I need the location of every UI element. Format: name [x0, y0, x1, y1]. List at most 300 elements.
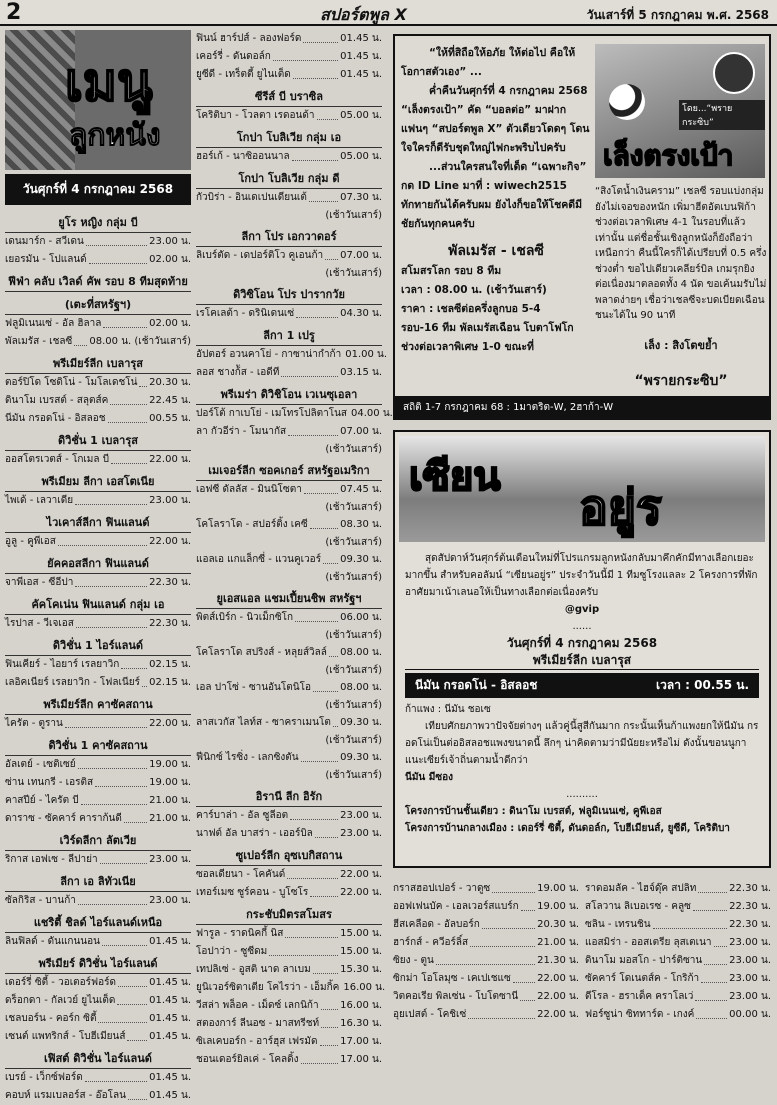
leader-dots — [323, 551, 338, 564]
match-row — [393, 1006, 579, 1024]
match-time: 05.00 น. — [340, 110, 382, 121]
match-teams: ซัคคาร์ โดเนตส์ค - โกริก้า — [585, 973, 700, 984]
match-row — [5, 810, 191, 828]
match-teams: ออสโตรเวตส์ - โกเมล บี — [5, 454, 110, 465]
match-row — [5, 374, 191, 392]
match-teams: ไพเด้ - เลวาเดีย — [5, 495, 74, 506]
author-avatar — [713, 52, 755, 94]
leader-dots — [321, 1015, 338, 1028]
intro-text: สุดสัปดาห์วันศุกร์ต้นเดือนใหม่ที่โปรแกรมลูกหนังกลับมาคึกคักมีทางเลือกเยอะมากขึ้น สำหรับคอลัมน์ “เซียนอยู่ร” ประจำวันนี้มี 1 ทีมซูโรงแลละ 2 โครงการที่พักอาศัยมาเน้าเลนอให้เป็นทางเลือกต่อเนื่องครับ — [405, 553, 758, 598]
match-time: 01.45 น. — [149, 977, 191, 988]
league-heading: ยูเอสแอล แชมเปี้ยนชิพ สหรัฐฯ — [196, 587, 382, 609]
match-teams: อัลเตย์ - เซติเซย์ — [5, 759, 76, 770]
league-heading: เฟิสต์ ดิวิชั่น ไอร์แลนด์ — [5, 1047, 191, 1069]
leader-dots — [320, 1033, 339, 1046]
match-teams: พัลเมรัส - เชลซี — [5, 336, 73, 347]
match-time: 22.00 น. — [537, 1009, 579, 1020]
leader-dots — [301, 1051, 339, 1064]
match-row — [5, 533, 191, 551]
match-teams: เรโคเลต้า - ดรินิเดนเซ่ — [196, 308, 295, 319]
match-teams: เคอร์รี่ - ดันดอล์ก — [196, 51, 271, 62]
league-heading: อิรานี ลีก อิรัก — [196, 785, 382, 807]
match-teams: ซิเลเคบอร์ก - อาร์ฮุส เฟรมัด — [196, 1036, 318, 1047]
match-teams: จาพีเอส - ซีอีปา — [5, 577, 74, 588]
match-teams: ออฟเฟนบัค - เอลเวอร์สแบร์ก — [393, 901, 519, 912]
leader-dots — [321, 997, 339, 1010]
match-time: 04.30 น. — [340, 308, 382, 319]
match-row — [196, 1015, 382, 1033]
match-bar — [405, 673, 759, 698]
match-time: 15.00 น. — [340, 928, 382, 939]
match-row — [5, 774, 191, 792]
match-row — [196, 997, 382, 1015]
match-teams: ซ่าน เทนกรี - เอรติส — [5, 777, 94, 788]
leader-dots — [100, 851, 148, 864]
match-row — [585, 934, 771, 952]
match-time: 16.00 น. — [343, 982, 386, 993]
match-teams: ฟอร์ซูน่า ซิททาร์ด - เกงค์ — [585, 1009, 695, 1020]
match-time: 07.00 น. — [340, 426, 382, 437]
match-row — [196, 107, 382, 125]
match-row — [5, 992, 191, 1010]
match-row — [5, 233, 191, 251]
leader-dots — [110, 392, 147, 405]
match-time: 02.00 น. — [149, 254, 191, 265]
menu-date: วันศุกร์ที่ 4 กรกฎาคม 2568 — [5, 174, 191, 205]
match-row — [5, 492, 191, 510]
match-teams: เอฟซี ดัลลัส - มินนิโซตา — [196, 484, 302, 495]
league-heading: ดิวิชั่น 1 คาซัคสถาน — [5, 734, 191, 756]
leader-dots — [273, 48, 338, 61]
match-teams: ซลิน - เทรนชิน — [585, 919, 651, 930]
match-time: 23.00 น. — [149, 854, 191, 865]
match-teams: ลิเบร์ตัด - เดปอร์ติโว คูเอนก้า — [196, 250, 324, 261]
league-heading: ลีกา โปร เอกวาดอร์ — [196, 225, 382, 247]
league-heading: ไวเคาส์ลีกา ฟินแลนด์ — [5, 511, 191, 533]
time-note: (เช้าวันเสาร์) — [325, 444, 382, 455]
match-row — [585, 898, 771, 916]
match-teams: กัวบิร่า - อินเดเปนเดียนเต้ — [196, 192, 307, 203]
match-row — [196, 423, 382, 441]
league-heading: โกปา โบลิเวีย กลุ่ม เอ — [196, 126, 382, 148]
match-teams: นาฟต์ อัล บาสร่า - เออร์บิล — [196, 828, 313, 839]
match-row — [196, 925, 382, 943]
match-row — [5, 792, 191, 810]
match-time: 22.00 น. — [340, 869, 382, 880]
match-time: 03.15 น. — [340, 367, 382, 378]
match-row — [5, 410, 191, 428]
match-teams: เดอร์รี่ ซิตี้ - วอเตอร์ฟอร์ด — [5, 977, 116, 988]
league-heading: เวิร์ดลีกา ลัตเวีย — [5, 829, 191, 851]
leader-dots — [108, 410, 148, 423]
match-time: 01.00 น. — [345, 349, 388, 360]
match-teams: ยูซีดี - เทร็ตตี้ ยูไนเต็ด — [196, 69, 291, 80]
column-body — [395, 546, 769, 841]
match-row — [5, 1069, 191, 1087]
match-teams: แอสมิร่า - ออสเตรีย ลุสเตเนา — [585, 937, 712, 948]
match-time: เวลา : 00.55 น. — [656, 678, 749, 692]
price-line: ก้าแพง : นีมัน ชอเซ — [405, 704, 491, 715]
match-teams: ชอนเดอร์ยิลเค่ - โคลดิ้ง — [196, 1054, 299, 1065]
match-teams: ไครัต - ตูราน — [5, 718, 63, 729]
leader-dots — [290, 807, 338, 820]
match-row — [5, 615, 191, 633]
match-time: 08.00 น. (เช้าวันเสาร์) — [89, 336, 191, 347]
match-row — [5, 851, 191, 869]
match-row — [393, 952, 579, 970]
leader-dots — [281, 364, 338, 377]
match-row — [196, 609, 382, 627]
pick-match: พัลเมรัส - เชลซี — [448, 243, 544, 259]
match-row — [585, 988, 771, 1006]
final-pick: นีมัน มีซอง — [405, 772, 454, 783]
leader-dots — [78, 892, 147, 905]
match-time: 17.00 น. — [340, 1054, 382, 1065]
match-row — [393, 898, 579, 916]
author-name: “พรายกระซิบ” — [634, 373, 728, 389]
match-time: 15.30 น. — [340, 964, 382, 975]
leader-dots — [127, 1028, 147, 1041]
match-row — [196, 825, 382, 843]
pick-note: รอบ-16 ทีม พัลเมรัสเฉือน โบตาโฟโกช่วงต่อเวลาพิเศษ 1-0 ขณะที่ — [401, 322, 574, 353]
match-teams: สโลวาน ลิเบอเรซ - คลูซ — [585, 901, 691, 912]
league-heading: เมเจอร์ลีก ซอคเกอร์ สหรัฐอเมริกา — [196, 459, 382, 481]
column-photo — [595, 44, 765, 178]
pick-time: เวลา : 08.00 น. (เช้าวันเสาร์) — [401, 284, 547, 296]
match-teams: ดาราซ - ซัคคาร์ คาราก้นดี — [5, 813, 122, 824]
match-row — [196, 48, 382, 66]
leader-dots — [142, 674, 147, 687]
match-row — [196, 148, 382, 166]
match-time: 16.30 น. — [340, 1018, 382, 1029]
league-heading: ลีกา 1 เปรู — [196, 324, 382, 346]
league-heading: พรีเมร่า ดิวิชิโอน เวเนซุเอลา — [196, 383, 382, 405]
leader-dots — [288, 423, 338, 436]
match-row — [5, 674, 191, 692]
match-row — [585, 1006, 771, 1024]
leader-dots — [65, 715, 147, 728]
leader-dots — [313, 679, 338, 692]
match-teams: ดินาโม เบรสต์ - สลุตส์ค — [5, 395, 109, 406]
leader-dots — [76, 615, 147, 628]
match-time: 22.30 น. — [149, 577, 191, 588]
match-teams: เบรย์ - เว็กซ์ฟอร์ด — [5, 1072, 83, 1083]
match-teams: คอบห์ แรมเบลอร์ส - อ๊อโลน — [5, 1090, 126, 1101]
match-time: 23.00 น. — [729, 973, 771, 984]
league-heading: ลีกา เอ ลิทัวเนีย — [5, 870, 191, 892]
match-time: 09.30 น. — [340, 717, 382, 728]
match-time: 19.00 น. — [149, 759, 191, 770]
match-teams: เยอรมัน - โปแลนด์ — [5, 254, 87, 265]
match-row — [5, 451, 191, 469]
match-teams: คาสปีย์ - ไครัต บี — [5, 795, 79, 806]
match-time: 07.00 น. — [340, 250, 382, 261]
match-time: 01.45 น. — [340, 33, 382, 44]
time-note: (เช้าวันเสาร์) — [325, 210, 382, 221]
league-heading: แชริตี้ ชิลด์ ไอร์แลนด์เหนือ — [5, 911, 191, 933]
league-heading: กระชับมิตรสโมสร — [196, 903, 382, 925]
match-time: 23.00 น. — [729, 937, 771, 948]
lead-paragraph: ค่ำคืนวันศุกร์ที่ 4 กรกฎาคม 2568 “เล็งตรงเป้า” คัด “บอลต่อ” มาฝากแฟนๆ “สปอร์ตพูล X” ตัวเดียวโดดๆ โดนใจใครก็ดีรับชุดใหญ่ไฟกะพริบไปครับ — [401, 85, 590, 154]
match-teams: ฟารูล - ราดนิคกี้ นิส — [196, 928, 284, 939]
match-row — [5, 333, 191, 351]
match-teams: ลินฟิลด์ - ดันแกนนอน — [5, 936, 100, 947]
leader-dots — [117, 992, 147, 1005]
menu-subtitle: ลูกหนัง — [69, 118, 161, 153]
match-row — [585, 916, 771, 934]
league-heading: โกปา โบลิเวีย กลุ่ม ดี — [196, 167, 382, 189]
match-teams: ซอลเดียนา - โคคันด์ — [196, 869, 286, 880]
league-heading: ซูเปอร์ลีก อุซเบกิสถาน — [196, 844, 382, 866]
time-note: (เช้าวันเสาร์) — [325, 770, 382, 781]
fixture-list — [5, 211, 191, 1105]
leader-dots — [124, 810, 147, 823]
leader-dots — [704, 952, 727, 965]
leader-dots — [295, 609, 338, 622]
match-time: 22.00 น. — [149, 536, 191, 547]
leader-dots — [468, 1006, 535, 1019]
league-heading: ฟีฟ่า คลับ เวิลด์ คัพ รอบ 8 ทีมสุดท้าย — [5, 270, 191, 292]
match-teams: ซิยง - ตูน — [393, 955, 434, 966]
match-teams: ลา กัวอีร่า - โมนากัส — [196, 426, 287, 437]
match-time: 01.45 น. — [149, 1090, 191, 1101]
leader-dots — [58, 533, 147, 546]
leader-dots — [329, 644, 338, 657]
match-time: 08.00 น. — [340, 647, 382, 658]
match-time: 16.00 น. — [340, 1000, 382, 1011]
match-teams: แอลเอ แกแล็กซี่ - แวนคูเวอร์ — [196, 554, 322, 565]
match-time: 22.30 น. — [729, 883, 771, 894]
match-teams: ดีโรล - ฮราเด็ค คราโลเว่ — [585, 991, 694, 1002]
match-league: พรีเมียร์ลีก เบลารุส — [405, 652, 759, 670]
match-row — [196, 551, 382, 569]
match-time: 09.30 น. — [340, 554, 382, 565]
match-row — [196, 866, 382, 884]
match-teams: อูลู - คูพีเอส — [5, 536, 56, 547]
league-heading: พรีเมียร์ ดิวิชั่น ไอร์แลนด์ — [5, 952, 191, 974]
match-teams: พิตส์เบิร์ก - นิวเม็กซิโก — [196, 612, 294, 623]
match-row — [196, 714, 382, 732]
time-note: (เช้าวันเสาร์) — [325, 502, 382, 513]
leader-dots — [301, 749, 339, 762]
leader-dots — [285, 925, 338, 938]
league-heading: ซีรีส์ บี บราซิล — [196, 85, 382, 107]
match-time: 06.00 น. — [340, 612, 382, 623]
leader-dots — [653, 916, 728, 929]
match-row — [196, 364, 382, 382]
leader-dots — [714, 934, 728, 947]
project-single: โครงการบ้านชั้นเดียว : ดินาโม เบรสต์, ฟลูมิเนนเซ่, คูพีเอส — [405, 806, 662, 817]
time-note: (เช้าวันเสาร์) — [325, 537, 382, 548]
match-row — [5, 933, 191, 951]
match-row — [196, 1033, 382, 1051]
match-time: 22.30 น. — [149, 618, 191, 629]
match-teams: ยูนิเวอร์ซิตาเตีย โคไรว่า - เอ็มกิ้ค — [196, 982, 340, 993]
match-time: 05.00 น. — [340, 151, 382, 162]
match-date: วันศุกร์ที่ 4 กรกฎาคม 2568 — [506, 636, 658, 650]
match-time: 01.45 น. — [340, 51, 382, 62]
byline: โดย...“พรายกระซิบ” — [679, 100, 765, 130]
leader-dots — [492, 880, 535, 893]
leader-dots — [98, 1010, 147, 1023]
match-teams: ฮีสเคลือด - อัลบอร์ก — [393, 919, 480, 930]
page-number: 2 — [6, 0, 22, 25]
match-teams: ริกาส เอฟเซ - ลีปาย่า — [5, 854, 98, 865]
match-time: 22.45 น. — [149, 395, 191, 406]
project-city: โครงการบ้านกลางเมือง : เดอร์รี่ ซิตี้, ดันดอล์ก, โบฮีเมียนส์, ยูซีดี, โคริติบา — [405, 823, 730, 834]
social-handle: @gvip — [564, 604, 600, 615]
match-time: 15.00 น. — [340, 946, 382, 957]
match-row — [196, 644, 382, 662]
leader-dots — [287, 866, 338, 879]
match-time: 01.45 น. — [149, 1013, 191, 1024]
fixture-column-3 — [393, 880, 579, 1020]
match-teams: โคริติบา - โวลตา เรดอนด้า — [196, 110, 315, 121]
match-time: 22.00 น. — [149, 718, 191, 729]
match-teams: ดร็อกดา - กัลเวย์ ยูไนเต็ด — [5, 995, 116, 1006]
fixture-column-1 — [5, 30, 191, 1101]
leader-dots — [89, 251, 148, 264]
leader-dots — [303, 30, 338, 43]
match-time: 19.00 น. — [537, 883, 579, 894]
leader-dots — [102, 933, 147, 946]
match-time: 23.00 น. — [729, 991, 771, 1002]
fixture-column-2 — [196, 30, 393, 1065]
match-time: 20.30 น. — [537, 919, 579, 930]
stats-bar: สถิติ 1-7 กรกฎาคม 68 : 1มาตริต-W, 2ฮาก้า-W — [395, 396, 769, 418]
match-row — [585, 970, 771, 988]
league-heading: พรีเมียร์ลีก คาซัคสถาน — [5, 693, 191, 715]
leader-dots — [313, 961, 339, 974]
match-teams: เชลบอร์น - คอร์ก ซิตี้ — [5, 1013, 97, 1024]
match-time: 19.00 น. — [537, 901, 579, 912]
match-teams: เทปลิเซ่ - อูสติ นาด ลาเบม — [196, 964, 311, 975]
match-time: 00.55 น. — [149, 413, 191, 424]
match-time: 04.00 น. — [351, 408, 393, 419]
leader-dots — [269, 943, 338, 956]
match-row — [196, 346, 388, 364]
banner-word-2: อยู่ร — [579, 480, 662, 536]
match-teams: ไรปาส - วีเจเอส — [5, 618, 74, 629]
time-note: (เช้าวันเสาร์) — [325, 572, 382, 583]
time-note: (เช้าวันเสาร์) — [325, 268, 382, 279]
leader-dots — [81, 792, 147, 805]
analysis-text: “สิงโตน้ำเงินคราม” เชลซี รอบแบ่งกลุ่มยังไม่เจอของหนัก เพิ่มาฮีตอัตเบนฟิก้าช่วงต่อเวลาพิเศษ 4-1 ในรอบที่แล้วเท่านั้น แต่ชื่อชั้นเชิงลูกหนังก็ยังถือว่าเหนือกว่า คืนนี้ใครก็ได้เปรียบที่ 0.5 ครึ่งช่วงต่ำ ขอไปเดียวเคลียร์บิล เกมรุกยิงต่อเนื่องมาตลอดทั้ง 4 นัด ขอเค้นมรับไม่พลาดง่ายๆ เชื่อว่าเชลซีจะบดเบียดเฉือนชนะได้ใน 90 นาที — [595, 186, 767, 321]
sian-yu-column — [393, 430, 771, 868]
league-heading: พรีเมียม ลีกา เอสโตเนีย — [5, 470, 191, 492]
leader-dots — [74, 333, 87, 346]
match-time: 02.00 น. — [149, 318, 191, 329]
match-teams: ราดอมลัค - ไฮจ์ดุ๊ค สปลิท — [585, 883, 697, 894]
match-teams: กราสฮอปเปอร์ - วาดูซ — [393, 883, 491, 894]
leader-dots — [128, 1087, 147, 1100]
leader-dots — [470, 934, 535, 947]
pick-league: สโมสรโลก รอบ 8 ทีม — [401, 265, 502, 277]
match-teams: คาร์บาล่า - อัล ซูลีอต — [196, 810, 289, 821]
match-row — [196, 405, 393, 423]
match-row — [5, 1028, 191, 1046]
match-teams: ดินาโม มอสโก - ปาร์ติซาน — [585, 955, 703, 966]
match-time: 22.30 น. — [729, 919, 771, 930]
leader-dots — [292, 148, 339, 161]
match-teams: ตอร์ปิโด โซดิโน่ - โมโลเดชโน่ — [5, 377, 138, 388]
match-time: 19.00 น. — [149, 777, 191, 788]
page-header — [0, 0, 777, 26]
separator: ...... — [572, 621, 592, 632]
match-row — [196, 749, 382, 767]
leader-dots — [310, 516, 339, 529]
match-row — [5, 974, 191, 992]
match-time: 23.00 น. — [149, 236, 191, 247]
match-teams: วิตคอเรีย พิลเซ่น - โบโตซานี — [393, 991, 519, 1002]
match-time: 21.30 น. — [537, 955, 579, 966]
match-teams: ฟินน์ ฮาร์ปส์ - ลองฟอร์ด — [196, 33, 302, 44]
pick-price: ราคา : เชลซีต่อครึ่งลูกบอ 5-4 — [401, 303, 541, 315]
match-row — [393, 880, 579, 898]
column-title: เล็งตรงเป้า — [603, 139, 734, 172]
time-note: (เช้าวันเสาร์) — [325, 630, 382, 641]
menu-banner — [5, 30, 191, 170]
leader-dots — [521, 898, 535, 911]
match-teams: ฮาร์กส์ - ควีอร์ลิ์ส — [393, 937, 469, 948]
leader-dots — [701, 970, 727, 983]
match-row — [5, 1010, 191, 1028]
leader-dots — [693, 898, 727, 911]
match-row — [196, 1051, 382, 1069]
match-teams: เซนต์ แพทริกส์ - โบฮีเมียนส์ — [5, 1031, 126, 1042]
leader-dots — [333, 714, 338, 727]
match-row — [196, 961, 382, 979]
match-row — [393, 988, 579, 1006]
league-heading: ยัคคอสลีกา ฟินแลนด์ — [5, 552, 191, 574]
match-time: 01.45 น. — [149, 1072, 191, 1083]
leader-dots — [482, 916, 535, 929]
issue-date: วันเสาร์ที่ 5 กรกฎาคม พ.ศ. 2568 — [586, 8, 769, 22]
match-teams: เดนมาร์ก - สวีเดน — [5, 236, 84, 247]
match-time: 09.30 น. — [340, 752, 382, 763]
leader-dots — [85, 1069, 147, 1082]
match-time: 20.30 น. — [149, 377, 191, 388]
match-teams: อัปตอร์ อวนคาโย่ - กาซาน่ากำก้า — [196, 349, 342, 360]
match-row — [5, 715, 191, 733]
line-paragraph: ...ส่วนใครสนใจที่เด็ด “เฉพาะกิจ” กด ID Line มาที่ : wiwech2515 ทักทายกันได้ครับผม ยังไงก็ขอให้โชคดีมีชัยกันทุกคนครับ — [401, 161, 587, 230]
menu-title: เมนู — [65, 53, 153, 113]
match-time: 21.00 น. — [149, 813, 191, 824]
league-heading: คัคโคเน่น ฟินแลนด์ กลุ่ม เอ — [5, 593, 191, 615]
match-teams: ลาสเวกัส ไลท์ส - ซาคราเมนโต — [196, 717, 331, 728]
match-teams: เทอร์เมซ ซูร์คอน - บูโซโร — [196, 887, 309, 898]
match-row — [393, 970, 579, 988]
banner-word-1: เซียน — [409, 454, 501, 500]
leader-dots — [103, 315, 147, 328]
match-row — [5, 656, 191, 674]
match-row — [393, 916, 579, 934]
match-time: 23.00 น. — [340, 810, 382, 821]
match-row — [5, 251, 191, 269]
match-time: 01.45 น. — [340, 69, 382, 80]
match-time: 02.15 น. — [149, 659, 191, 670]
separator: .......... — [566, 789, 598, 800]
match-row — [196, 807, 382, 825]
match-row — [5, 756, 191, 774]
match-time: 23.00 น. — [729, 955, 771, 966]
time-note: (เช้าวันเสาร์) — [325, 665, 382, 676]
match-teams: โอปาว่า - ซูซีดม — [196, 946, 268, 957]
leng-trong-pao-column — [393, 34, 771, 420]
match-time: 22.00 น. — [149, 454, 191, 465]
leader-dots — [315, 825, 338, 838]
match-row — [196, 979, 386, 997]
